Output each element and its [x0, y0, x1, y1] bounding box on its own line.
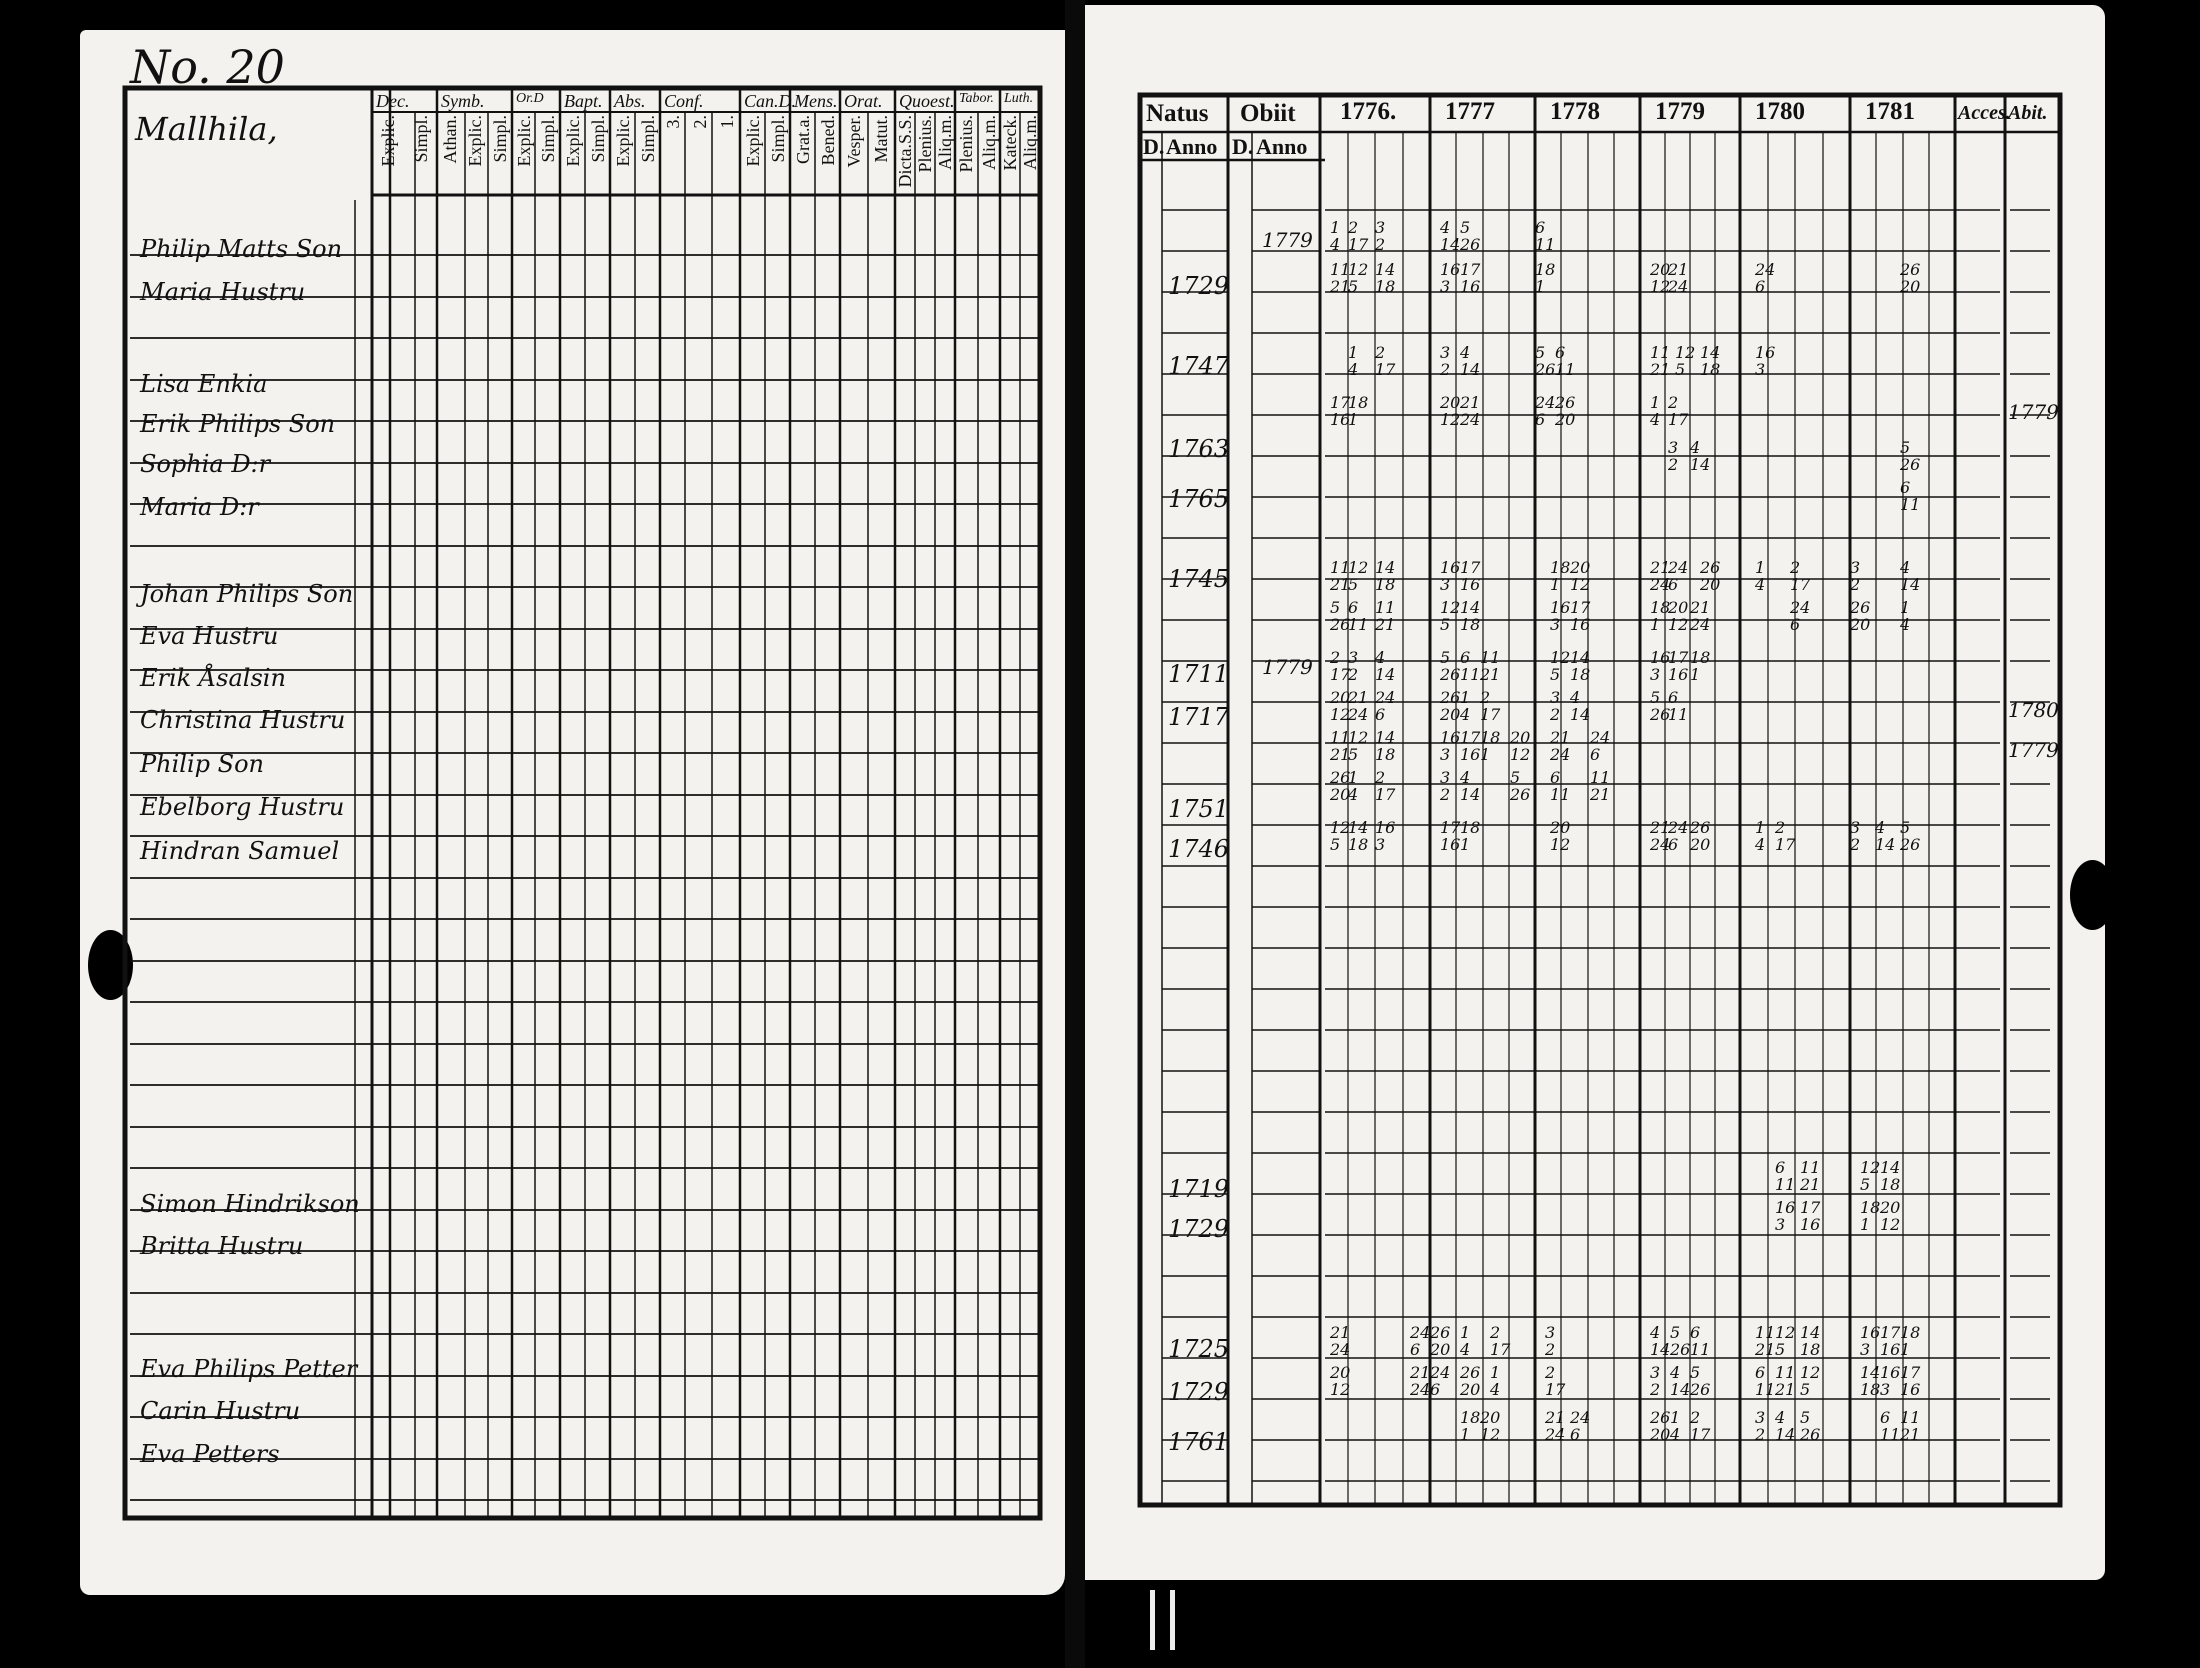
tally-mark: 18 1 — [1460, 818, 1481, 854]
tally-mark: 16 3 — [1440, 558, 1461, 594]
column-subheader: 3. — [663, 115, 684, 129]
tally-mark: 6 11 — [1555, 343, 1576, 379]
birth-year: 1751 — [1168, 795, 1230, 823]
column-header: Can.D. — [744, 91, 797, 111]
tally-mark: 11 21 — [1800, 1158, 1821, 1194]
tally-mark: 12 5 — [1348, 260, 1369, 296]
parish-header: Mallhila, — [135, 110, 278, 148]
column-subheader: 2. — [690, 115, 710, 129]
tally-mark: 20 12 — [1330, 688, 1351, 724]
tally-mark: 12 5 — [1348, 728, 1369, 764]
tally-mark: 24 6 — [1755, 260, 1776, 296]
tally-mark: 26 20 — [1900, 260, 1921, 296]
tally-mark: 17 16 — [1800, 1198, 1821, 1234]
column-subheader: Explic. — [378, 115, 399, 167]
tally-mark: 21 24 — [1690, 598, 1711, 634]
birth-year: 1729 — [1168, 1378, 1230, 1406]
tally-mark: 14 18 — [1375, 558, 1396, 594]
tally-mark: 6 11 — [1690, 1323, 1711, 1359]
header-d2: D. — [1232, 134, 1254, 159]
tally-mark: 1 4 — [1348, 768, 1359, 804]
tally-mark: 26 20 — [1690, 818, 1711, 854]
tally-mark: 24 6 — [1790, 598, 1811, 634]
tally-mark: 1 4 — [1755, 558, 1766, 594]
tally-mark: 17 16 — [1570, 598, 1591, 634]
tally-mark: 5 26 — [1900, 438, 1921, 474]
tally-mark: 2 17 — [1375, 343, 1396, 379]
tally-mark: 6 11 — [1348, 598, 1369, 634]
tally-mark: 3 2 — [1440, 343, 1451, 379]
column-header: Symb. — [441, 91, 485, 111]
tally-mark: 21 24 — [1330, 1323, 1351, 1359]
name-entry: Maria Hustru — [140, 278, 306, 306]
column-subheader: Simpl. — [538, 115, 558, 163]
tally-mark: 4 14 — [1775, 1408, 1796, 1444]
tally-mark: 26 20 — [1440, 688, 1461, 724]
column-subheader: Athan. — [439, 115, 460, 164]
tally-mark: 12 5 — [1775, 1323, 1796, 1359]
tally-mark: 14 18 — [1348, 818, 1369, 854]
tally-mark: 20 12 — [1480, 1408, 1501, 1444]
tally-mark: 5 26 — [1330, 598, 1351, 634]
abiit-year: 1779 — [2008, 400, 2059, 424]
column-subheader: Aliq.m. — [1020, 115, 1040, 171]
tally-mark: 1 4 — [1670, 1408, 1681, 1444]
name-entry: Philip Matts Son — [140, 235, 343, 263]
tally-mark: 14 18 — [1460, 598, 1481, 634]
column-header: Quoest. — [899, 91, 955, 111]
tally-mark: 16 3 — [1440, 728, 1461, 764]
name-entry: Eva Hustru — [140, 622, 279, 650]
column-subheader: Simpl. — [767, 115, 788, 163]
tally-mark: 4 14 — [1460, 768, 1481, 804]
column-header: Luth. — [1004, 91, 1034, 106]
column-subheader: Grat.a. — [792, 115, 813, 164]
tally-mark: 12 5 — [1800, 1363, 1821, 1399]
tally-mark: 24 6 — [1430, 1363, 1451, 1399]
birth-year: 1746 — [1168, 835, 1230, 863]
tally-mark: 16 3 — [1860, 1323, 1881, 1359]
column-header: Bapt. — [564, 91, 603, 111]
tally-mark: 12 5 — [1348, 558, 1369, 594]
abiit-year: 1779 — [2008, 738, 2059, 762]
tally-mark: 2 17 — [1668, 393, 1689, 429]
tally-mark: 17 16 — [1880, 1323, 1901, 1359]
tally-mark: 26 20 — [1700, 558, 1721, 594]
tally-mark: 2 17 — [1330, 648, 1351, 684]
tally-mark: 26 20 — [1555, 393, 1576, 429]
tally-mark: 24 6 — [1375, 688, 1396, 724]
name-entry: Lisa Enkia — [140, 370, 268, 398]
tally-mark: 21 24 — [1348, 688, 1369, 724]
tally-mark: 3 2 — [1668, 438, 1679, 474]
tally-mark: 16 3 — [1650, 648, 1671, 684]
tally-mark: 2 17 — [1490, 1323, 1511, 1359]
name-entry: Simon Hindrikson — [140, 1190, 360, 1218]
tally-mark: 3 2 — [1850, 818, 1861, 854]
name-entry: Carin Hustru — [140, 1397, 301, 1425]
tally-mark: 3 2 — [1650, 1363, 1661, 1399]
header-anno2: Anno — [1256, 134, 1308, 159]
tally-mark: 20 12 — [1668, 598, 1689, 634]
tally-mark: 21 24 — [1410, 1363, 1431, 1399]
tally-mark: 14 18 — [1375, 260, 1396, 296]
name-entry: Philip Son — [140, 750, 264, 778]
death-year: 1779 — [1262, 228, 1313, 252]
tally-mark: 2 17 — [1775, 818, 1796, 854]
column-subheader: Aliq.m. — [978, 115, 999, 171]
tally-mark: 6 11 — [1550, 768, 1571, 804]
column-subheader: Plenius. — [956, 115, 977, 173]
header-year-1776: 1776. — [1340, 98, 1397, 125]
tally-mark: 4 14 — [1900, 558, 1921, 594]
tally-mark: 17 16 — [1330, 393, 1351, 429]
birth-year: 1747 — [1168, 352, 1230, 380]
tally-mark: 24 6 — [1590, 728, 1611, 764]
birth-year: 1729 — [1168, 272, 1230, 300]
tally-mark: 11 21 — [1375, 598, 1396, 634]
tally-mark: 5 26 — [1535, 343, 1556, 379]
name-entry: Eva Philips Petter — [140, 1355, 358, 1383]
tally-mark: 6 11 — [1460, 648, 1481, 684]
tally-mark: 1 4 — [1460, 1323, 1471, 1359]
tally-mark: 12 5 — [1440, 598, 1461, 634]
tally-mark: 21 24 — [1650, 818, 1671, 854]
tally-mark: 4 14 — [1650, 1323, 1671, 1359]
tally-mark: 4 14 — [1570, 688, 1591, 724]
tally-mark: 24 6 — [1668, 558, 1689, 594]
tally-mark: 5 26 — [1800, 1408, 1821, 1444]
tally-mark: 18 1 — [1535, 260, 1556, 296]
tally-mark: 21 24 — [1650, 558, 1671, 594]
tally-mark: 24 6 — [1410, 1323, 1431, 1359]
tally-mark: 16 3 — [1550, 598, 1571, 634]
name-entry: Johan Philips Son — [140, 580, 354, 608]
tally-mark: 1 4 — [1900, 598, 1911, 634]
tally-mark: 20 12 — [1570, 558, 1591, 594]
tally-mark: 2 17 — [1375, 768, 1396, 804]
birth-year: 1719 — [1168, 1175, 1230, 1203]
name-entry: Christina Hustru — [140, 706, 346, 734]
column-subheader: Matut. — [871, 115, 892, 163]
tally-mark: 17 16 — [1460, 260, 1481, 296]
tally-mark: 11 21 — [1775, 1363, 1796, 1399]
tally-mark: 4 14 — [1875, 818, 1896, 854]
tally-mark: 26 20 — [1330, 768, 1351, 804]
birth-year: 1725 — [1168, 1335, 1230, 1363]
header-obiit: Obiit — [1240, 100, 1296, 127]
tally-mark: 3 2 — [1375, 218, 1386, 254]
tally-mark: 2 17 — [1348, 218, 1369, 254]
tally-mark: 18 1 — [1690, 648, 1711, 684]
birth-year: 1765 — [1168, 485, 1230, 513]
birth-year: 1717 — [1168, 703, 1230, 731]
tally-mark: 20 12 — [1330, 1363, 1351, 1399]
tally-mark: 3 2 — [1550, 688, 1561, 724]
tally-mark: 1 4 — [1330, 218, 1341, 254]
tally-mark: 26 20 — [1850, 598, 1871, 634]
tally-mark: 4 14 — [1690, 438, 1711, 474]
tally-mark: 12 5 — [1330, 818, 1351, 854]
column-subheader: Vesper. — [843, 115, 864, 168]
tally-mark: 4 14 — [1670, 1363, 1691, 1399]
tally-mark: 12 5 — [1860, 1158, 1881, 1194]
tally-mark: 17 16 — [1668, 648, 1689, 684]
tally-mark: 5 26 — [1690, 1363, 1711, 1399]
tally-mark: 18 1 — [1860, 1198, 1881, 1234]
tally-mark: 24 6 — [1668, 818, 1689, 854]
tally-mark: 17 16 — [1460, 728, 1481, 764]
header-d1: D. — [1143, 134, 1165, 159]
tally-mark: 26 20 — [1650, 1408, 1671, 1444]
column-subheader: Dicta.S.S. — [895, 115, 915, 188]
header-natus: Natus — [1146, 100, 1209, 127]
tally-mark: 1 4 — [1650, 393, 1661, 429]
tally-mark: 3 2 — [1755, 1408, 1766, 1444]
header-year-1777: 1777 — [1445, 98, 1495, 125]
tally-mark: 4 14 — [1460, 343, 1481, 379]
tally-mark: 12 5 — [1675, 343, 1696, 379]
tally-mark: 6 11 — [1880, 1408, 1901, 1444]
tally-mark: 16 3 — [1375, 818, 1396, 854]
tally-mark: 3 2 — [1850, 558, 1861, 594]
tally-mark: 18 1 — [1460, 1408, 1481, 1444]
header-year-1781: 1781 — [1865, 98, 1915, 125]
tally-mark: 5 26 — [1900, 818, 1921, 854]
tally-mark: 20 12 — [1550, 818, 1571, 854]
tally-mark: 24 6 — [1535, 393, 1556, 429]
birth-year: 1761 — [1168, 1428, 1230, 1456]
tally-mark: 14 18 — [1375, 728, 1396, 764]
tally-mark: 18 1 — [1550, 558, 1571, 594]
header-year-1780: 1780 — [1755, 98, 1805, 125]
name-entry: Erik Åsalsin — [140, 664, 286, 692]
tally-mark: 6 11 — [1755, 1363, 1776, 1399]
column-subheader: Explic. — [742, 115, 763, 167]
column-subheader: Explic. — [464, 115, 485, 167]
tally-mark: 11 21 — [1900, 1408, 1921, 1444]
column-subheader: Explic. — [612, 115, 633, 167]
column-subheader: Bened. — [817, 115, 838, 166]
column-header: Mens. — [794, 91, 838, 111]
tally-mark: 6 11 — [1668, 688, 1689, 724]
abiit-year: 1780 — [2008, 698, 2059, 722]
tally-mark: 1 4 — [1460, 688, 1471, 724]
name-entry: Hindran Samuel — [140, 837, 340, 865]
death-year: 1779 — [1262, 655, 1313, 679]
column-subheader: 1. — [716, 115, 737, 129]
tally-mark: 1 4 — [1348, 343, 1359, 379]
tally-mark: 14 18 — [1700, 343, 1721, 379]
tally-mark: 5 26 — [1440, 648, 1461, 684]
tally-mark: 14 18 — [1860, 1363, 1881, 1399]
tally-mark: 17 16 — [1440, 818, 1461, 854]
tally-mark: 5 26 — [1460, 218, 1481, 254]
tally-mark: 14 18 — [1800, 1323, 1821, 1359]
tally-mark: 11 21 — [1330, 260, 1351, 296]
tally-mark: 26 20 — [1460, 1363, 1481, 1399]
tally-mark: 21 24 — [1550, 728, 1571, 764]
header-abiit: Abit. — [2008, 102, 2048, 124]
tally-mark: 2 17 — [1480, 688, 1501, 724]
tally-mark: 11 21 — [1480, 648, 1501, 684]
tally-mark: 6 11 — [1775, 1158, 1796, 1194]
column-subheader: Aliq.m. — [935, 115, 955, 171]
tally-mark: 14 18 — [1570, 648, 1591, 684]
column-subheader: Simpl. — [587, 115, 608, 163]
tally-mark: 18 1 — [1480, 728, 1501, 764]
column-subheader: Plenius. — [915, 115, 935, 173]
tally-mark: 17 16 — [1900, 1363, 1921, 1399]
tally-mark: 11 21 — [1650, 343, 1671, 379]
tally-mark: 21 24 — [1460, 393, 1481, 429]
tally-mark: 20 12 — [1510, 728, 1531, 764]
column-header: Abs. — [614, 91, 646, 111]
tally-mark: 16 3 — [1440, 260, 1461, 296]
tally-mark: 26 20 — [1430, 1323, 1451, 1359]
tally-mark: 5 26 — [1510, 768, 1531, 804]
tally-mark: 1 4 — [1490, 1363, 1501, 1399]
column-subheader: Simpl. — [410, 115, 431, 163]
birth-year: 1763 — [1168, 435, 1230, 463]
column-header: Dec. — [376, 91, 410, 111]
tally-mark: 20 12 — [1880, 1198, 1901, 1234]
tally-mark: 11 21 — [1330, 558, 1351, 594]
tally-mark: 14 18 — [1880, 1158, 1901, 1194]
column-header: Tabor. — [959, 91, 994, 106]
column-header: Orat. — [844, 91, 883, 111]
tally-mark: 3 2 — [1545, 1323, 1556, 1359]
header-anno1: Anno — [1166, 134, 1218, 159]
tally-mark: 18 1 — [1900, 1323, 1921, 1359]
tally-mark: 4 14 — [1440, 218, 1461, 254]
header-accessit: Acces. — [1958, 102, 2011, 124]
column-header: Or.D — [516, 91, 544, 106]
column-subheader: Explic. — [562, 115, 583, 167]
tally-mark: 2 17 — [1690, 1408, 1711, 1444]
tally-mark: 17 16 — [1460, 558, 1481, 594]
tally-mark: 24 6 — [1570, 1408, 1591, 1444]
tally-mark: 5 26 — [1650, 688, 1671, 724]
tally-mark: 18 1 — [1348, 393, 1369, 429]
birth-year: 1729 — [1168, 1215, 1230, 1243]
tally-mark: 21 24 — [1545, 1408, 1566, 1444]
column-subheader: Explic. — [514, 115, 534, 167]
tally-mark: 16 3 — [1775, 1198, 1796, 1234]
tally-mark: 11 21 — [1590, 768, 1611, 804]
column-subheader: Simpl. — [489, 115, 510, 163]
tally-mark: 12 5 — [1550, 648, 1571, 684]
tally-mark: 6 11 — [1900, 478, 1921, 514]
tally-mark: 11 21 — [1330, 728, 1351, 764]
tally-mark: 2 17 — [1790, 558, 1811, 594]
tally-mark: 6 11 — [1535, 218, 1556, 254]
tally-mark: 16 3 — [1880, 1363, 1901, 1399]
tally-mark: 2 17 — [1545, 1363, 1566, 1399]
tally-mark: 18 1 — [1650, 598, 1671, 634]
header-year-1779: 1779 — [1655, 98, 1705, 125]
birth-year: 1711 — [1168, 660, 1230, 688]
name-entry: Maria D:r — [140, 493, 259, 521]
name-entry: Erik Philips Son — [140, 410, 336, 438]
tally-mark: 3 2 — [1440, 768, 1451, 804]
tally-mark: 1 4 — [1755, 818, 1766, 854]
tally-mark: 20 12 — [1440, 393, 1461, 429]
birth-year: 1745 — [1168, 565, 1230, 593]
name-entry: Britta Hustru — [140, 1232, 304, 1260]
header-year-1778: 1778 — [1550, 98, 1600, 125]
column-subheader: Kateck. — [1000, 115, 1020, 171]
column-subheader: Simpl. — [637, 115, 658, 163]
tally-mark: 20 12 — [1650, 260, 1671, 296]
tally-mark: 21 24 — [1668, 260, 1689, 296]
name-entry: Ebelborg Hustru — [140, 793, 345, 821]
tally-mark: 16 3 — [1755, 343, 1776, 379]
page-number: No. 20 — [130, 40, 285, 94]
tally-mark: 3 2 — [1348, 648, 1359, 684]
name-entry: Eva Petters — [140, 1440, 280, 1468]
tally-mark: 4 14 — [1375, 648, 1396, 684]
name-entry: Sophia D:r — [140, 450, 271, 478]
tally-mark: 5 26 — [1670, 1323, 1691, 1359]
tally-mark: 11 21 — [1755, 1323, 1776, 1359]
column-header: Conf. — [664, 91, 704, 111]
